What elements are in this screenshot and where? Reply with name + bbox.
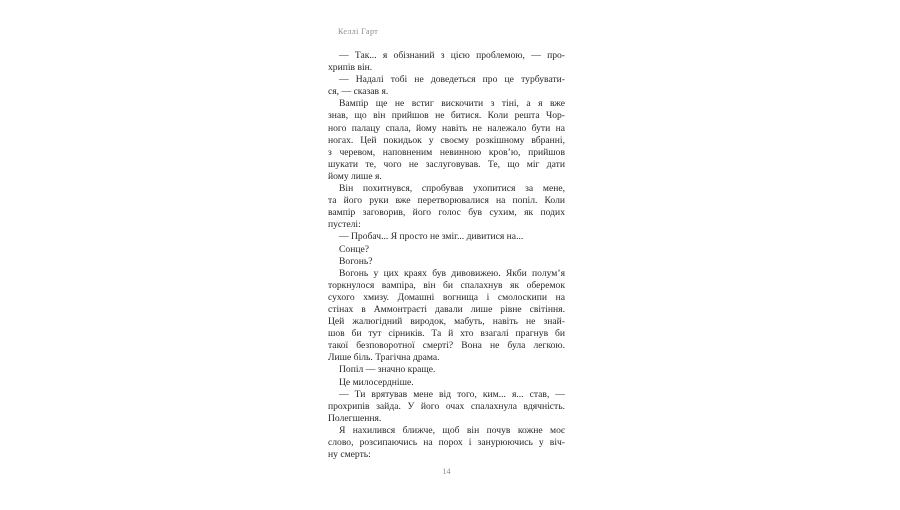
text-line: Полегшення. bbox=[328, 412, 382, 424]
paragraph bbox=[328, 425, 565, 461]
paragraph bbox=[328, 256, 565, 268]
paragraph bbox=[328, 389, 565, 425]
text-line: Вогонь? bbox=[339, 255, 373, 267]
text-line: ного палацу спала, йому навіть не належало бути на bbox=[328, 122, 565, 134]
text-line: та його руки вже перетворювалися на попіл. Коли bbox=[328, 195, 565, 207]
paragraph bbox=[328, 183, 565, 231]
text-line: пустелі: bbox=[328, 219, 361, 231]
text-line: — Надалі тобі не доведеться про це турбувати- bbox=[339, 74, 565, 86]
text-line: стінах в Аммонтраєті давали лише рівне світіння. bbox=[328, 303, 565, 315]
text-line: вампір заговорив, його голос був сухим, як подих bbox=[328, 207, 565, 219]
text-line: шов би тут сірників. Та й хто взагалі прагнув би bbox=[328, 328, 565, 340]
text-line: Лише біль. Трагічна драма. bbox=[328, 352, 440, 364]
paragraph bbox=[328, 244, 565, 256]
paragraphs bbox=[328, 50, 565, 461]
text-line: сухого хмизу. Домашні вогнища і смолоскипи на bbox=[328, 291, 565, 303]
text-line: Я нахилився ближче, щоб він почув кожне моє bbox=[339, 424, 565, 436]
text-line: Вогонь у цих краях був дивовижею. Якби полум’я bbox=[339, 267, 565, 279]
text-line: Сонце? bbox=[339, 243, 369, 255]
text-line: такої безповоротної смерті? Вона не була легкою. bbox=[328, 340, 565, 352]
paragraph bbox=[328, 364, 565, 376]
text-line: слово, розсипаючись на порох і занурюючись у віч- bbox=[328, 437, 565, 448]
paragraph bbox=[328, 377, 565, 389]
text-line: йому лише я. bbox=[328, 170, 382, 182]
paragraph bbox=[328, 74, 565, 98]
text-line: — Так... я обізнаний з цією проблемою, — про- bbox=[339, 50, 565, 61]
paragraph bbox=[328, 50, 565, 74]
text-line: — Пробач... Я просто не зміг... дивитися на... bbox=[339, 231, 524, 243]
text-line: ногах. Цей покидьок у своєму розкішному вбранні, bbox=[328, 134, 565, 146]
text-line: Попіл — значно краще. bbox=[339, 364, 436, 376]
text-line: Вампір ще не встиг вискочити з тіні, а я вже bbox=[339, 98, 565, 110]
text-line: хрипів він. bbox=[328, 62, 373, 74]
page-number: 14 bbox=[442, 467, 451, 476]
text-line: — Ти врятував мене від того, ким... я... став, — bbox=[339, 388, 565, 400]
text-line: Він похитнувся, спробував ухопитися за мене, bbox=[339, 183, 565, 195]
text-line: Цей жалюгідний виродок, мабуть, навіть не знай- bbox=[328, 316, 565, 328]
paragraph bbox=[328, 231, 565, 243]
text-line: знав, що він прийшов не битися. Коли решта Чор- bbox=[328, 110, 565, 122]
text-line: шукати те, чого не заслуговував. Те, що міг дати bbox=[328, 158, 565, 170]
running-header: Келлі Гарт bbox=[338, 27, 379, 36]
text-line: ся, — сказав я. bbox=[328, 86, 389, 98]
paragraph bbox=[328, 98, 565, 183]
text-line: з черевом, наповненим невинною кров’ю, прийшов bbox=[328, 146, 565, 158]
text-line: ну смерть: bbox=[328, 449, 371, 461]
text-line: Це милосердніше. bbox=[339, 376, 414, 388]
text-line: прохрипів зайда. У його очах спалахнула вдячність. bbox=[328, 400, 565, 412]
paragraph bbox=[328, 268, 565, 365]
text-line: торкнулося вампіра, він би спалахнув як оберемок bbox=[328, 279, 565, 291]
